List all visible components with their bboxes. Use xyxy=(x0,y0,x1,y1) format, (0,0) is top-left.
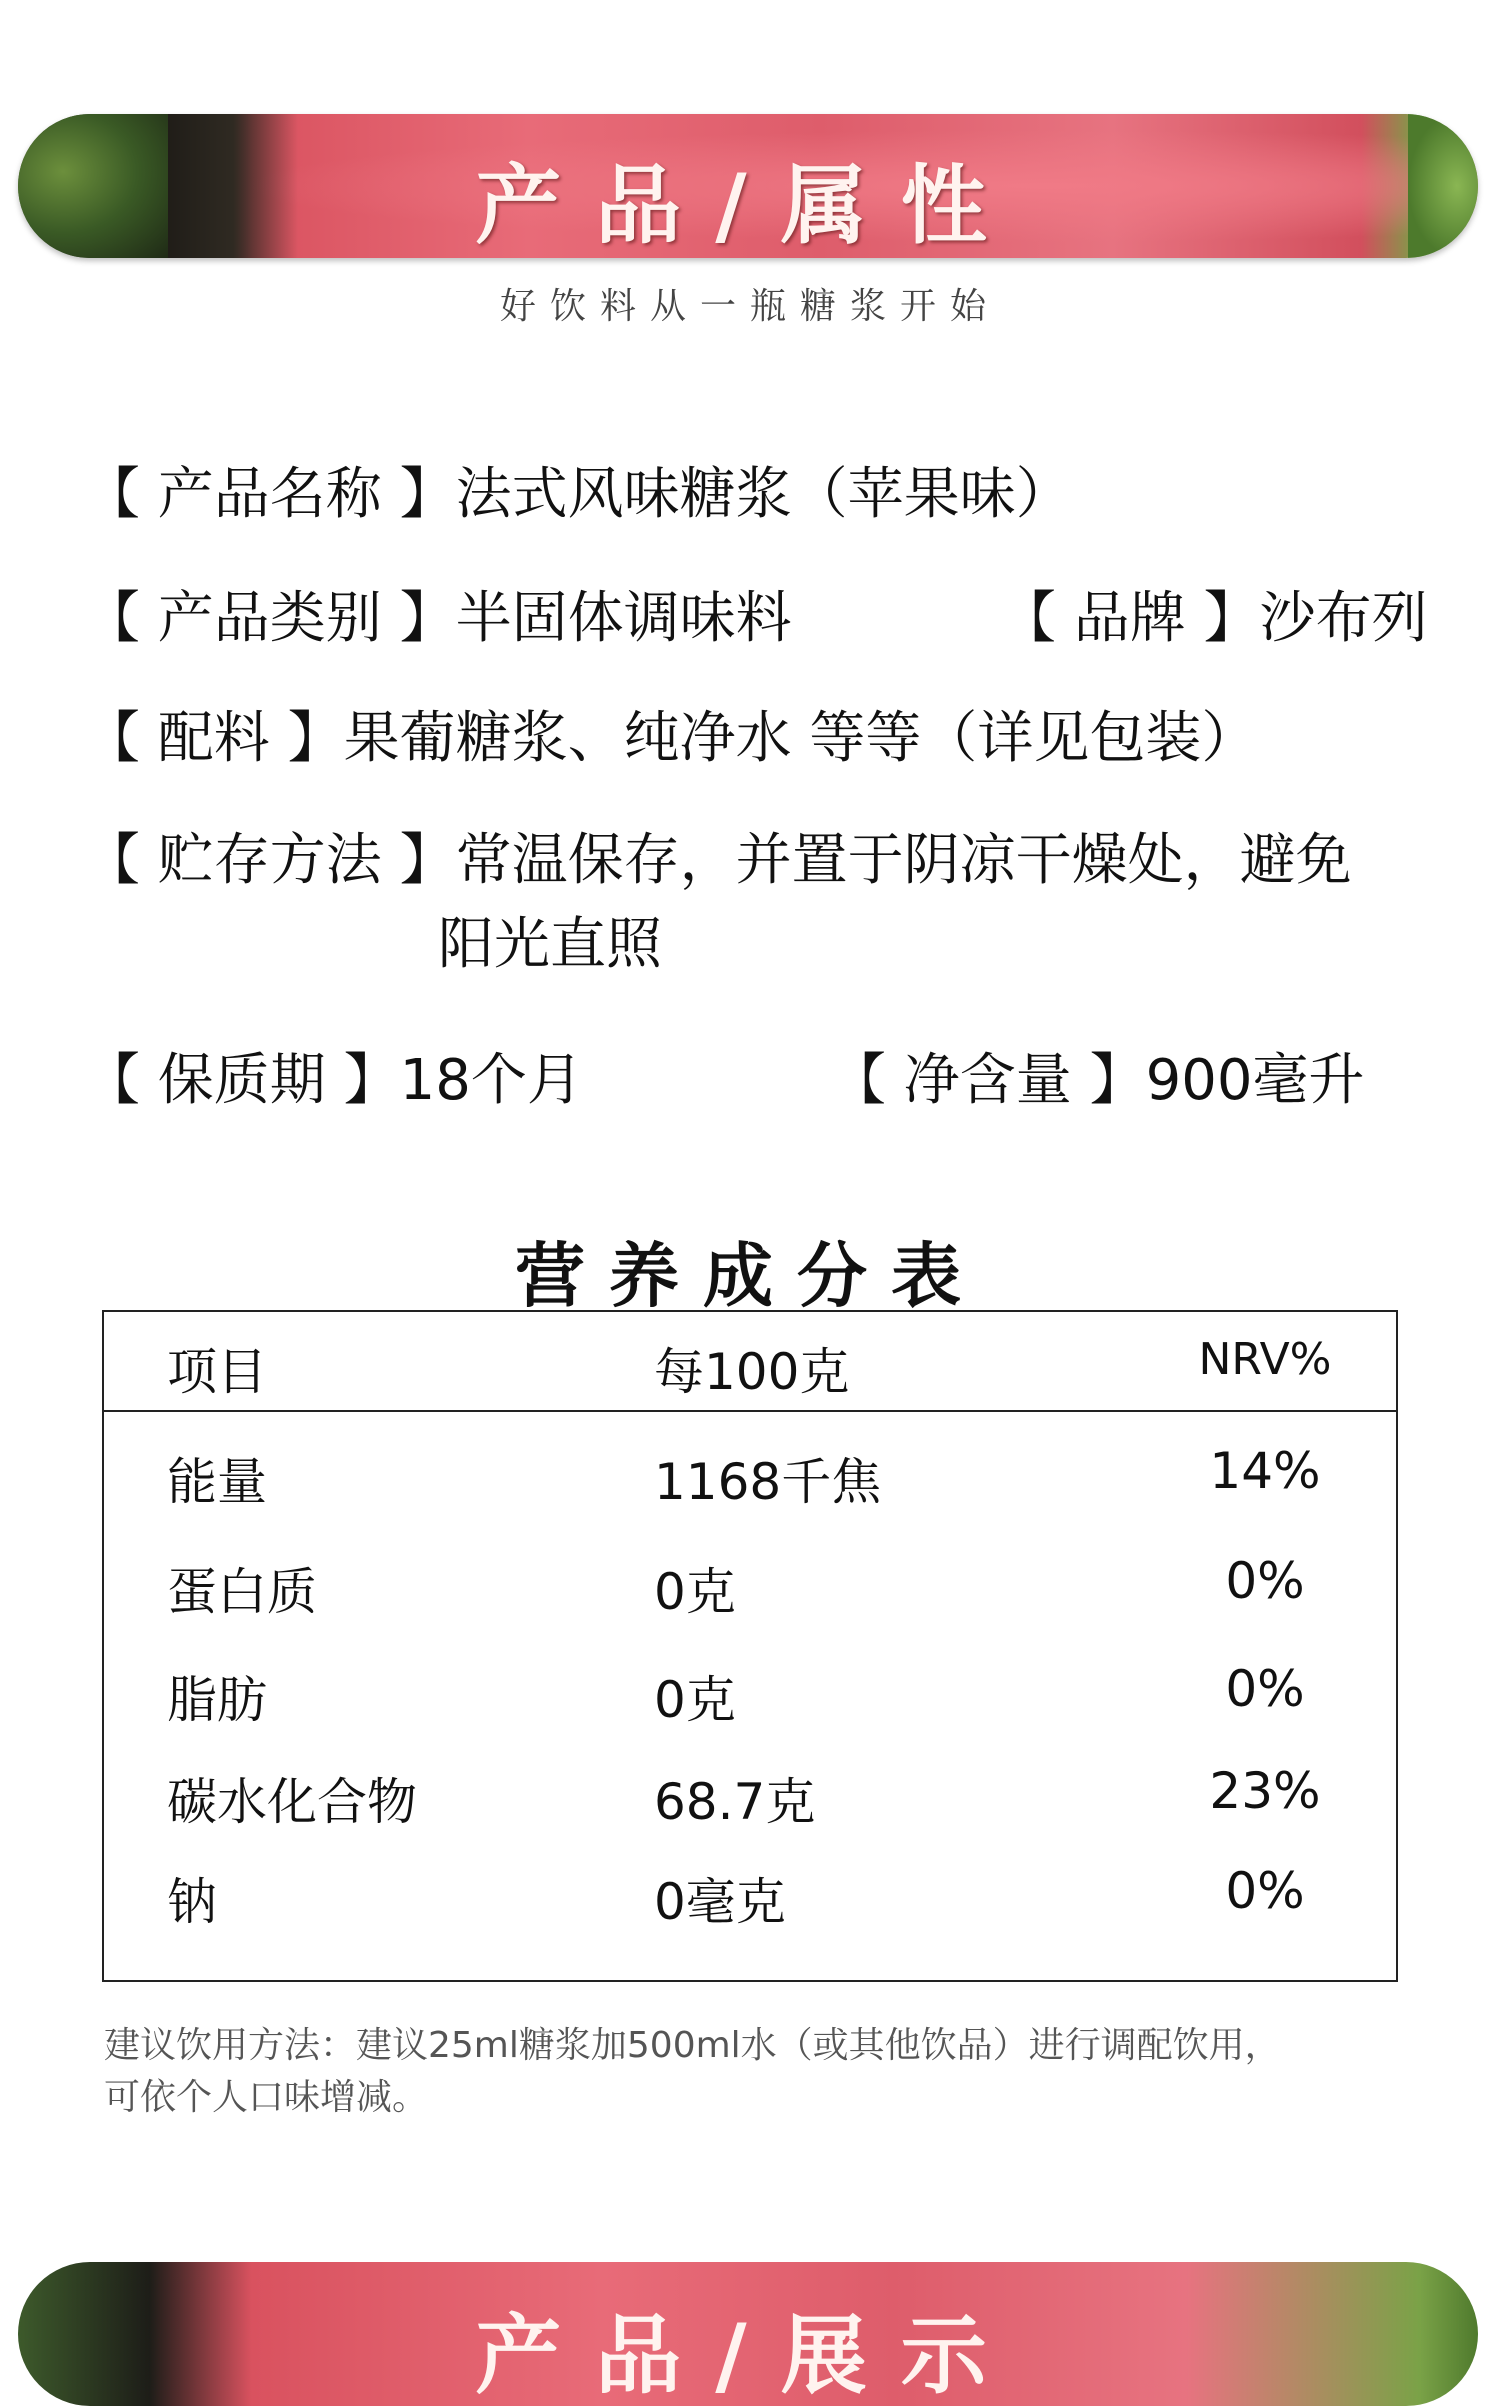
attr-value: 900毫升 xyxy=(1145,1048,1365,1113)
header-cell-per100g: 每100克 xyxy=(654,1343,850,1401)
attr-brand xyxy=(1000,574,1428,654)
attr-label: 【 配料 】 xyxy=(84,706,344,771)
attr-value: 常温保存，并置于阴凉干燥处，避免 xyxy=(455,828,1352,893)
usage-note-line: 可依个人口味增减。 xyxy=(104,2077,429,2118)
usage-note xyxy=(104,2020,1404,2124)
attr-value: 法式风味糖浆（苹果味） xyxy=(455,462,1072,527)
attr-ingredients xyxy=(84,694,1257,774)
row-nrv: 23% xyxy=(1209,1762,1321,1820)
footer-banner-title: 产品/展示 xyxy=(475,2306,1021,2406)
attr-label: 【 产品名称 】 xyxy=(84,462,456,527)
attr-net-content xyxy=(830,1036,1365,1116)
header-banner xyxy=(18,114,1478,258)
attr-label: 【 保质期 】 xyxy=(84,1048,400,1113)
row-value: 0毫克 xyxy=(654,1873,786,1931)
nutrition-table-title: 营养成分表 xyxy=(515,1235,985,1317)
row-item: 碳水化合物 xyxy=(167,1773,417,1831)
attr-value: 18个月 xyxy=(399,1048,583,1113)
attr-label: 【 净含量 】 xyxy=(830,1048,1146,1113)
row-item: 能量 xyxy=(167,1453,267,1511)
attr-value: 沙布列 xyxy=(1259,586,1428,651)
attr-storage xyxy=(84,816,1352,896)
attr-value: 半固体调味料 xyxy=(455,586,792,651)
attr-label: 【 产品类别 】 xyxy=(84,586,456,651)
row-nrv: 14% xyxy=(1209,1442,1321,1500)
attr-value: 果葡糖浆、纯净水 等等（详见包装） xyxy=(343,706,1258,771)
row-value: 68.7克 xyxy=(654,1773,816,1831)
banner-title: 产品/属性 xyxy=(475,156,1021,256)
row-value: 0克 xyxy=(654,1563,736,1621)
attr-label: 【 贮存方法 】 xyxy=(84,828,456,893)
usage-note-line: 建议饮用方法：建议25ml糖浆加500ml水（或其他饮品）进行调配饮用， xyxy=(104,2025,1281,2066)
row-nrv: 0% xyxy=(1225,1862,1305,1920)
attr-label: 【 品牌 】 xyxy=(1000,586,1260,651)
row-item: 蛋白质 xyxy=(167,1563,317,1621)
row-value: 0克 xyxy=(654,1671,736,1729)
row-item: 钠 xyxy=(167,1873,217,1931)
nutrition-table xyxy=(102,1310,1398,1982)
header-cell-item: 项目 xyxy=(167,1343,267,1401)
footer-banner xyxy=(18,2262,1478,2406)
header-cell-nrv: NRV% xyxy=(1198,1334,1332,1385)
attr-shelf-life xyxy=(84,1036,583,1116)
row-item: 脂肪 xyxy=(167,1671,267,1729)
table-header-row xyxy=(104,1312,1396,1412)
banner-subtitle: 好饮料从一瓶糖浆开始 xyxy=(499,286,1000,327)
attr-product-name xyxy=(84,450,1072,530)
row-value: 1168千焦 xyxy=(654,1453,882,1511)
attr-storage-continued: 阳光直照 xyxy=(438,912,662,977)
attr-category xyxy=(84,574,792,654)
row-nrv: 0% xyxy=(1225,1552,1305,1610)
row-nrv: 0% xyxy=(1225,1660,1305,1718)
